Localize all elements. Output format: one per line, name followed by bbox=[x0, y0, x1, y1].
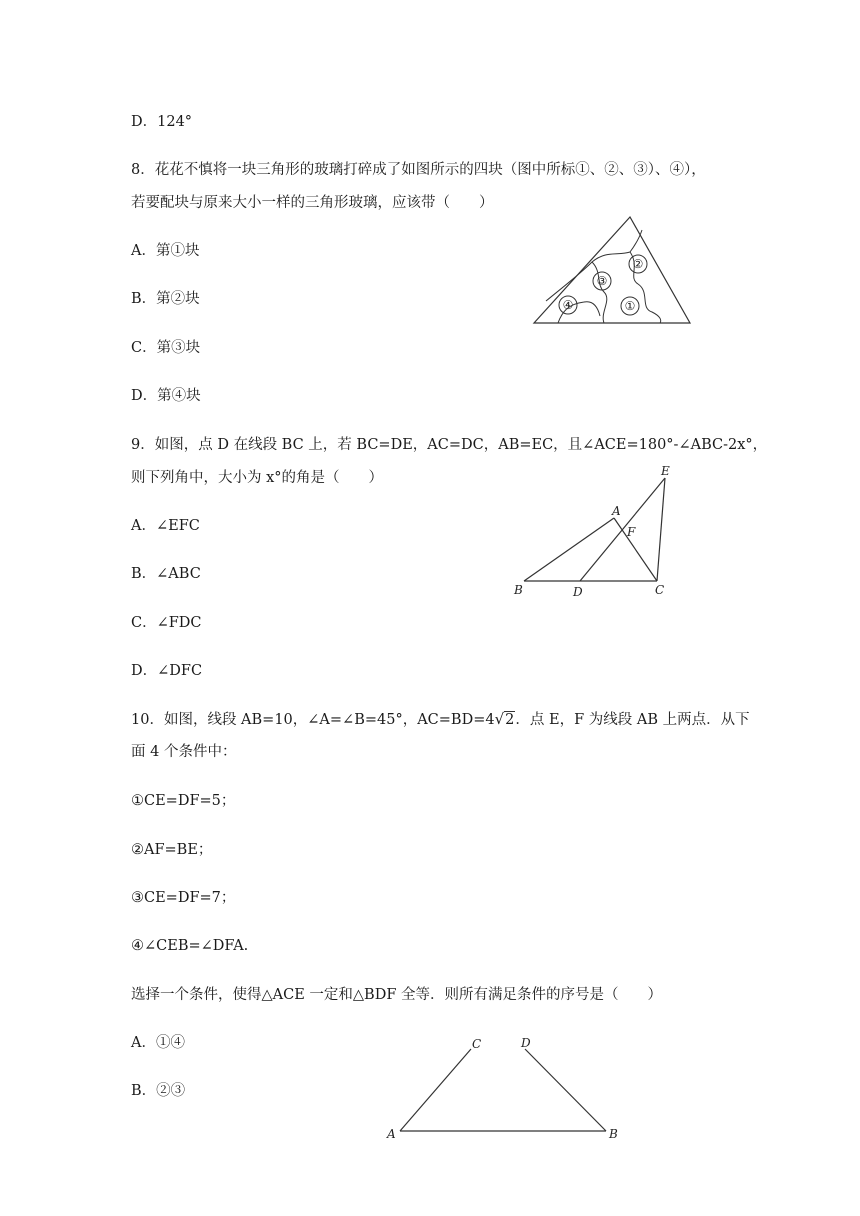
piece-4-label: ④ bbox=[562, 298, 574, 312]
label-b: B bbox=[609, 1127, 618, 1141]
label-c: C bbox=[655, 583, 665, 597]
q10-stem-line1 bbox=[131, 709, 750, 730]
q10-figure bbox=[380, 1030, 630, 1150]
q10-question: 选择一个条件，使得△ACE 一定和△BDF 全等．则所有满足条件的序号是（ ） bbox=[131, 987, 663, 1003]
q10-stem-part1: 10．如图，线段 AB=10，∠A=∠B=45°，AC=BD=4 bbox=[131, 712, 495, 728]
q9-stem-line1: 9．如图，点 D 在线段 BC 上，若 BC=DE，AC=DC，AB=EC，且∠ACE=180°-∠ABC-2x°， bbox=[131, 437, 768, 453]
q10-condition-3: ③CE=DF=7； bbox=[131, 890, 236, 906]
q9-option-c[interactable]: C．∠FDC bbox=[131, 615, 202, 631]
label-d: D bbox=[521, 1036, 531, 1050]
label-a: A bbox=[612, 504, 621, 518]
piece-1-label: ① bbox=[624, 299, 636, 313]
label-a: A bbox=[387, 1127, 396, 1141]
q8-broken-glass-figure bbox=[528, 212, 698, 332]
q7-option-d[interactable]: D．124° bbox=[131, 114, 193, 130]
q10-option-b[interactable]: B．②③ bbox=[131, 1083, 186, 1099]
label-b: B bbox=[514, 583, 523, 597]
q8-option-a[interactable]: A．第①块 bbox=[131, 243, 200, 259]
q10-condition-4: ④∠CEB=∠DFA. bbox=[131, 938, 249, 954]
q10-option-a[interactable]: A．①④ bbox=[131, 1035, 185, 1051]
piece-2-label: ② bbox=[632, 257, 644, 271]
q8-option-c[interactable]: C．第③块 bbox=[131, 340, 201, 356]
q8-option-d[interactable]: D．第④块 bbox=[131, 388, 201, 404]
label-d: D bbox=[573, 585, 583, 599]
q10-condition-2: ②AF=BE； bbox=[131, 842, 213, 858]
q10-stem-part2: ．点 E，F 为线段 AB 上两点．从下 bbox=[515, 712, 750, 728]
q9-option-a[interactable]: A．∠EFC bbox=[131, 518, 200, 534]
q9-triangle-figure bbox=[505, 458, 685, 603]
label-e: E bbox=[661, 464, 670, 478]
piece-3-label: ③ bbox=[596, 274, 608, 288]
sqrt-radicand: 2 bbox=[505, 712, 515, 728]
q10-condition-1: ①CE=DF=5； bbox=[131, 793, 236, 809]
q8-stem-line2: 若要配块与原来大小一样的三角形玻璃，应该带（ ） bbox=[131, 195, 494, 211]
q9-stem-line2: 则下列角中，大小为 x°的角是（ ） bbox=[131, 470, 384, 486]
q10-stem-line2: 面 4 个条件中： bbox=[131, 744, 237, 760]
label-f: F bbox=[627, 525, 636, 539]
q9-option-b[interactable]: B．∠ABC bbox=[131, 566, 201, 582]
q8-stem-line1: 8．花花不慎将一块三角形的玻璃打碎成了如图所示的四块（图中所标①、②、③）、④）， bbox=[131, 162, 706, 178]
label-c: C bbox=[472, 1037, 482, 1051]
sqrt-sign: √ bbox=[494, 710, 505, 728]
q9-option-d[interactable]: D．∠DFC bbox=[131, 663, 203, 679]
q8-option-b[interactable]: B．第②块 bbox=[131, 291, 200, 307]
